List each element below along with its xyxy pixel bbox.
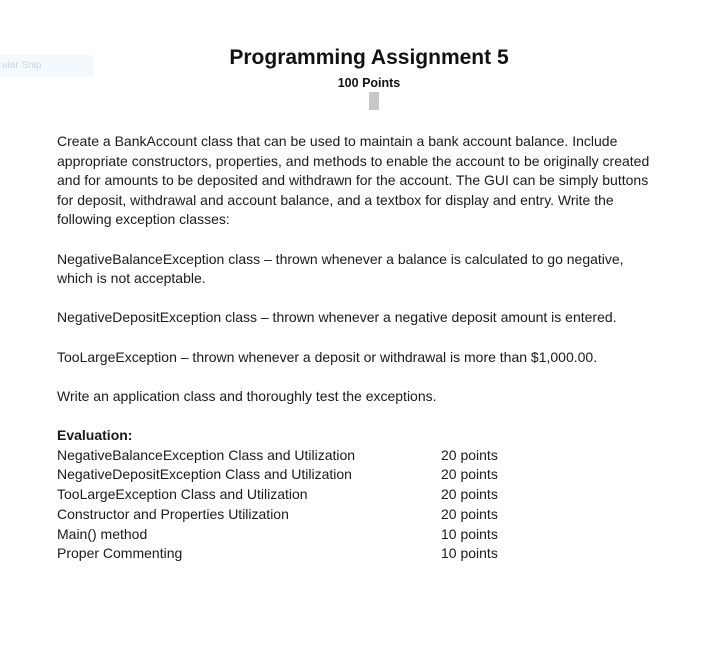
paragraph-negative-deposit: NegativeDepositException class – thrown whenever a negative deposit amount is entered. bbox=[57, 309, 617, 326]
evaluation-table bbox=[57, 446, 657, 565]
paragraph-negative-balance: NegativeBalanceException class – thrown whenever a balance is calculated to go negative, which is not acceptable. bbox=[57, 250, 624, 287]
evaluation-item: NegativeBalanceException Class and Utilization bbox=[57, 446, 356, 463]
evaluation-row bbox=[57, 465, 657, 485]
evaluation-points: 20 points bbox=[441, 505, 498, 522]
evaluation-points: 10 points bbox=[441, 525, 498, 542]
paragraph-application: Write an application class and thoroughly test the exceptions. bbox=[57, 387, 437, 404]
snip-tool-ghost: ular Snip bbox=[0, 55, 94, 77]
evaluation-item: NegativeDepositException Class and Utilization bbox=[57, 466, 352, 483]
evaluation-row bbox=[57, 505, 657, 525]
text-cursor-highlight bbox=[369, 92, 379, 110]
document-body bbox=[57, 132, 657, 564]
evaluation-row bbox=[57, 525, 657, 545]
paragraph-too-large: TooLargeException – thrown whenever a deposit or withdrawal is more than $1,000.00. bbox=[57, 348, 598, 365]
evaluation-points: 10 points bbox=[441, 545, 498, 562]
document-subtitle: 100 Points bbox=[337, 76, 401, 90]
evaluation-row bbox=[57, 544, 657, 564]
evaluation-points: 20 points bbox=[441, 446, 498, 463]
evaluation-item: Main() method bbox=[57, 525, 148, 542]
evaluation-item: TooLargeException Class and Utilization bbox=[57, 486, 308, 503]
paragraph-intro: Create a BankAccount class that can be used to maintain a bank account balance. Include appropriate constructors, properties, and methods to enable the account to be originally created and for amounts to be deposited and withdrawn for the account. The GUI can be simply buttons for deposit, withdrawal and account balance, and a textbox for display and entry. Write the following exception classes: bbox=[57, 133, 650, 228]
evaluation-row bbox=[57, 446, 657, 466]
evaluation-points: 20 points bbox=[441, 486, 498, 503]
evaluation-item: Constructor and Properties Utilization bbox=[57, 505, 289, 522]
evaluation-row bbox=[57, 485, 657, 505]
evaluation-heading: Evaluation: bbox=[57, 426, 133, 443]
evaluation-points: 20 points bbox=[441, 466, 498, 483]
document-title: Programming Assignment 5 bbox=[229, 46, 509, 69]
evaluation-item: Proper Commenting bbox=[57, 545, 183, 562]
